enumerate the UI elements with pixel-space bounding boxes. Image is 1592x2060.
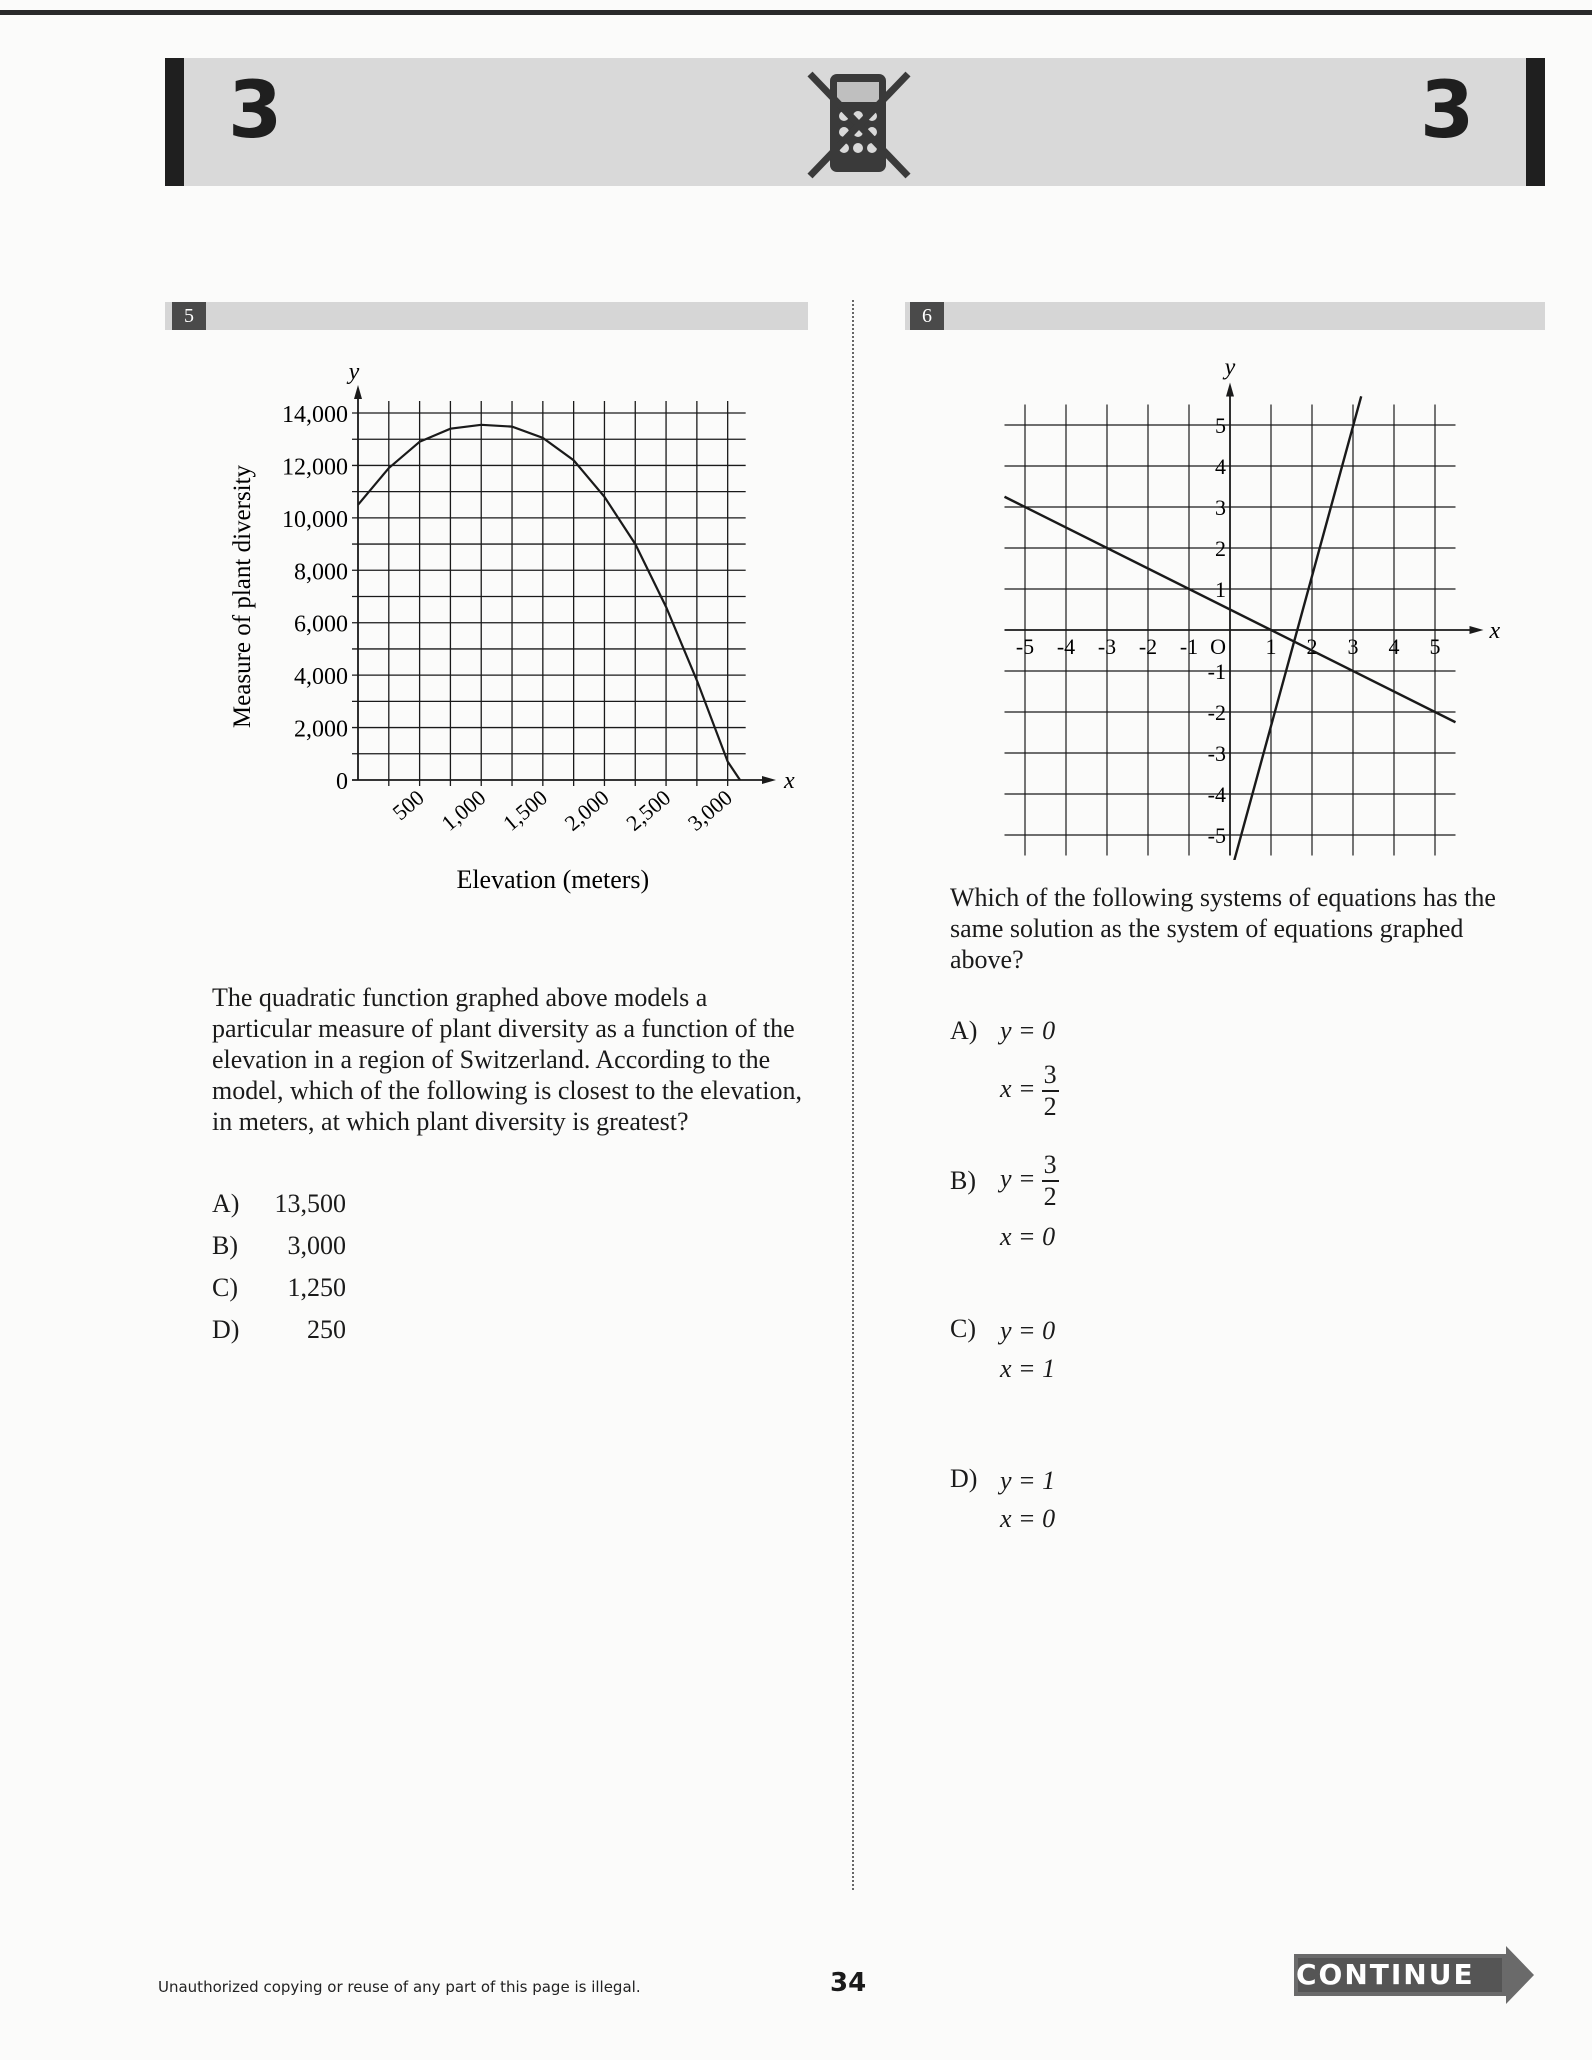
x-tick-label: -2 [1138,634,1158,659]
choice-label: A) [950,1016,978,1045]
choice-label: C) [212,1273,238,1302]
question-5-choice-b[interactable] [212,1230,346,1262]
y-tick-label: 2 [1215,536,1226,561]
choice-label: A) [212,1189,240,1218]
question-5-choice-c[interactable] [212,1272,346,1304]
x-tick-label: 4 [1388,634,1400,659]
x-tick-label: 1,000 [436,784,491,836]
section-number-left: 3 [228,66,283,156]
y-tick-label: 4,000 [294,664,348,691]
y-axis-arrowhead [1226,383,1234,397]
origin-label: O [1210,634,1226,659]
y-tick-label: -3 [1207,741,1226,766]
top-rule [0,10,1592,15]
x-tick-label: 1,500 [498,784,553,836]
equation-lhs: x = [1000,1073,1036,1103]
fraction-numerator: 3 [1042,1060,1059,1092]
y-axis-title: Measure of plant diversity [229,464,256,729]
choice-c-equation-1: y = 0 [1000,1316,1056,1345]
question-5-choice-d[interactable] [212,1314,346,1346]
question-5-choice-a[interactable] [212,1188,346,1220]
choice-value: 1,250 [287,1273,346,1302]
x-axis-letter: x [784,768,795,794]
fraction-denominator: 2 [1043,1092,1057,1121]
y-tick-label: 8,000 [294,559,348,586]
y-axis-letter: y [1224,354,1236,381]
copyright-notice: Unauthorized copying or reuse of any part of this page is illegal. [158,1978,641,1996]
y-tick-label: 2,000 [294,716,348,743]
choice-a-equation-2 [1000,1060,1059,1122]
y-tick-label: 1 [1215,577,1226,602]
choice-value: 3,000 [287,1231,346,1260]
x-tick-label: -4 [1056,634,1076,659]
y-tick-label: 10,000 [282,506,348,533]
y-tick-label: 6,000 [294,611,348,638]
x-tick-label: -5 [1015,634,1035,659]
system-of-lines-chart [990,350,1510,860]
choice-d-equation-2: x = 0 [1000,1504,1056,1533]
page-number: 34 [830,1968,867,1998]
fraction-denominator: 2 [1043,1182,1057,1211]
choice-label: D) [212,1315,240,1344]
x-axis-letter: x [1489,618,1501,644]
choice-c-equation-2: x = 1 [1000,1354,1056,1383]
column-divider [852,300,854,1890]
y-tick-label: -5 [1207,823,1226,848]
question-5-prompt: The quadratic function graphed above models a particular measure of plant diversity as a function of the elevation in a region of Switzerland. According to the model, which of the following is closest to the elevation, in meters, at which plant diversity is greatest? [212,983,802,1136]
y-tick-label: -4 [1207,782,1226,807]
y-tick-label: 3 [1215,495,1226,520]
y-axis-arrowhead [354,385,362,399]
choice-d-equation-1: y = 1 [1000,1466,1056,1495]
choice-a-equation-1: y = 0 [1000,1016,1056,1045]
choice-value: 250 [307,1315,346,1344]
question-6-header-bar [905,302,1545,330]
y-tick-label: 4 [1215,454,1226,479]
x-axis-arrowhead [762,776,776,784]
question-5-header-bar [165,302,808,330]
x-tick-label: -1 [1179,634,1199,659]
y-tick-label: 12,000 [282,454,348,481]
section-number-right: 3 [1420,66,1475,156]
question-5-number: 5 [172,302,206,330]
fraction-numerator: 3 [1042,1150,1059,1182]
x-tick-label: 2,500 [621,784,676,836]
question-6-number: 6 [910,302,944,330]
choice-label: B) [950,1166,976,1195]
x-tick-label: 1 [1265,634,1277,659]
x-tick-label: 3 [1347,634,1359,659]
continue-label: CONTINUE [1296,1958,1475,1991]
y-tick-label: -1 [1207,659,1226,684]
x-axis-title: Elevation (meters) [456,865,650,894]
choice-label: C) [950,1314,976,1343]
x-tick-label: -3 [1097,634,1117,659]
y-tick-label: 14,000 [282,402,348,428]
x-axis-arrowhead [1470,626,1484,634]
question-6-prompt: Which of the following systems of equations has the same solution as the system of equations graphed above? [950,883,1496,974]
y-tick-label: -2 [1207,700,1226,725]
equation-lhs: y = [1000,1163,1036,1193]
y-tick-label: 0 [336,769,348,795]
x-tick-label: 5 [1429,634,1441,659]
plant-diversity-chart [210,345,820,945]
choice-label: B) [212,1231,238,1260]
x-tick-label: 2,000 [559,784,614,836]
section-bar-left [165,58,184,186]
choice-b-equation-2: x = 0 [1000,1222,1056,1251]
choice-b-equation-1 [1000,1150,1059,1212]
quadratic-curve [358,425,740,780]
no-calculator-icon [800,66,918,184]
x-tick-label: 500 [387,784,429,826]
x-tick-label: 3,000 [682,784,737,836]
choice-label: D) [950,1464,978,1493]
section-bar-right [1526,58,1545,186]
y-tick-label: 5 [1215,413,1226,438]
x-tick-label: 2 [1306,634,1318,659]
y-axis-letter: y [348,359,360,385]
choice-value: 13,500 [274,1189,346,1218]
